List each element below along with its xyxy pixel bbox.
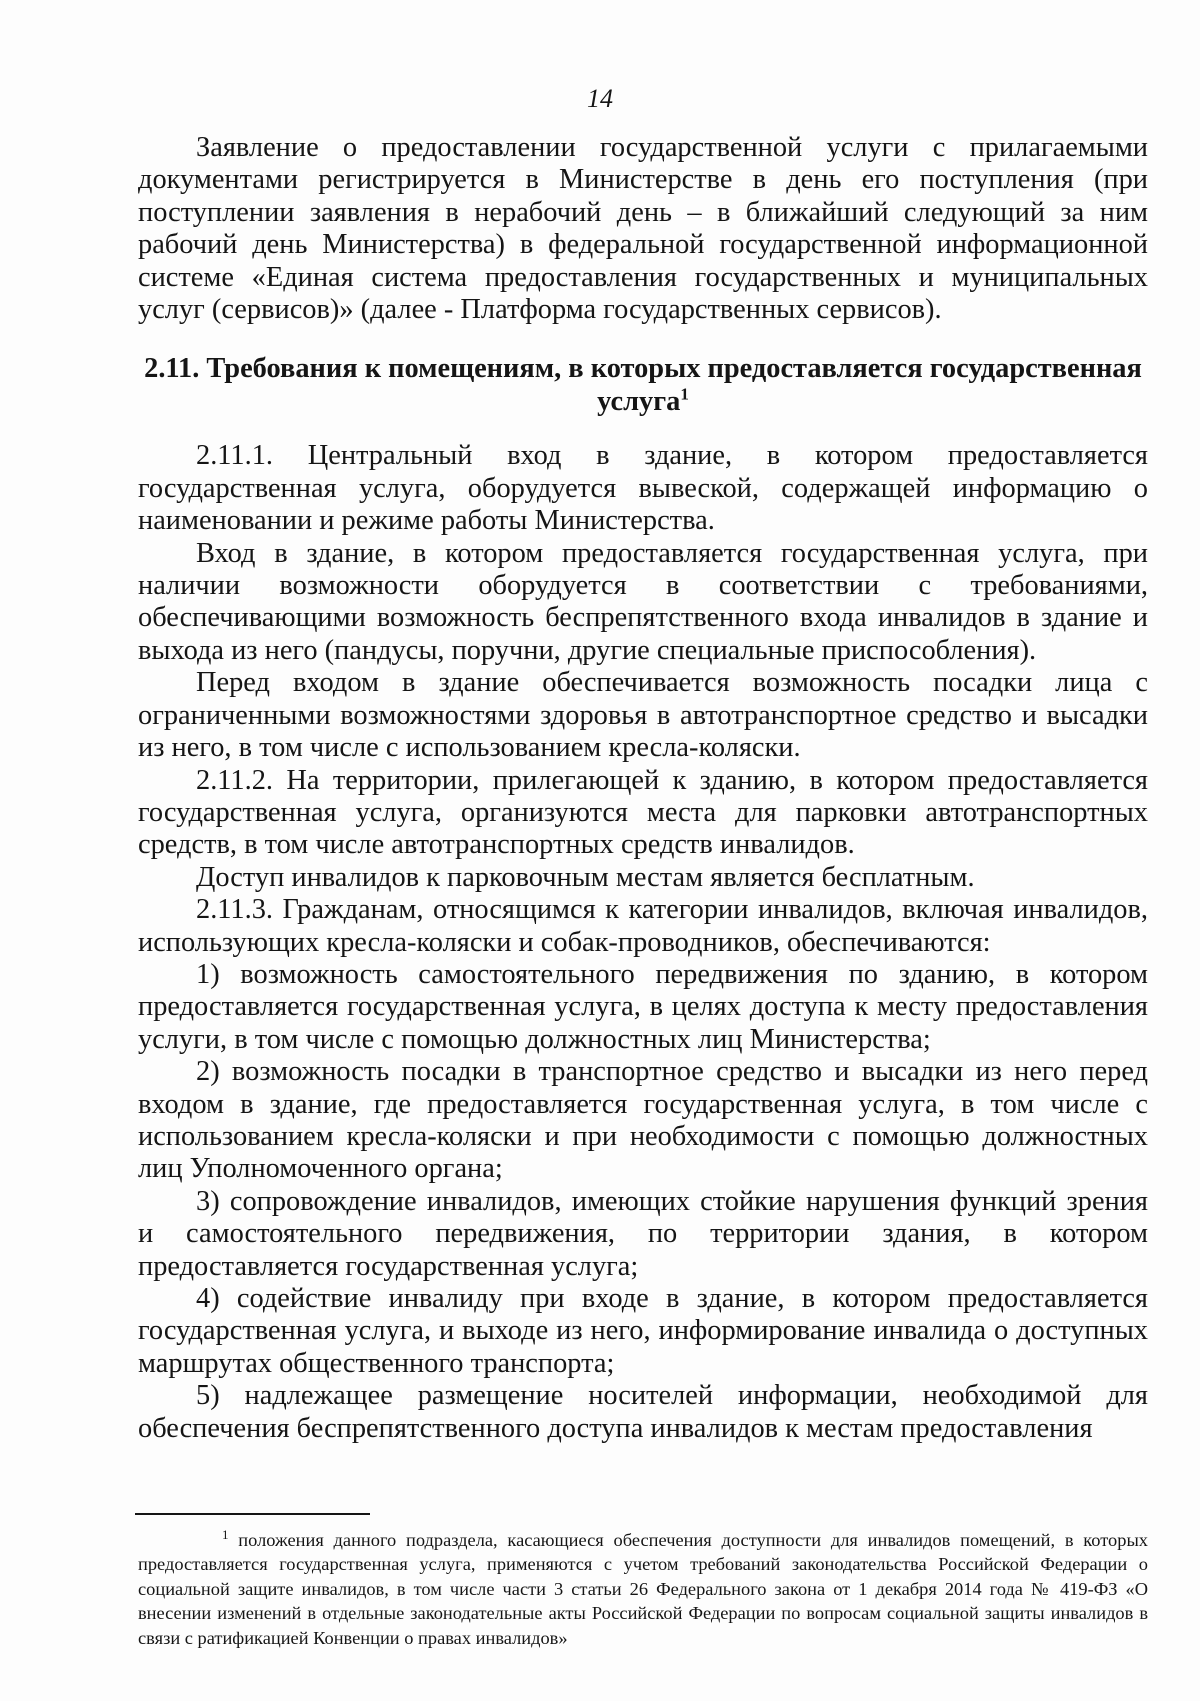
section-heading bbox=[138, 352, 1148, 418]
intro-paragraph: Заявление о предоставлении государственной услуги с прилагаемыми документами регистрируется в Министерстве в день его поступления (при поступлении заявления в нерабочий день – в ближайший следующий за ним рабочий день Министерства) в федеральной государственной информационной системе «Единая система предоставления государственных и муниципальных услуг (сервисов)» (далее - Платформа государственных сервисов). bbox=[138, 132, 1148, 326]
paragraph-2-11-2: 2.11.2. На территории, прилегающей к зданию, в котором предоставляется государственная услуга, организуются места для парковки автотранспортных средств, в том числе автотранспортных средств инвалидов. bbox=[138, 764, 1148, 861]
paragraph-2-11-3: 2.11.3. Гражданам, относящимся к категории инвалидов, включая инвалидов, использующих кресла-коляски и собак-проводников, обеспечиваются: bbox=[138, 894, 1148, 958]
paragraph-2-11-1: 2.11.1. Центральный вход в здание, в котором предоставляется государственная услуга, оборудуется вывеской, содержащей информацию о наименовании и режиме работы Министерства. bbox=[138, 440, 1148, 537]
paragraph-parking-free: Доступ инвалидов к парковочным местам является бесплатным. bbox=[196, 861, 975, 893]
list-item-3: 3) сопровождение инвалидов, имеющих стойкие нарушения функций зрения и самостоятельного передвижения, по территории здания, в котором предоставляется государственная услуга; bbox=[138, 1185, 1148, 1282]
section-heading-text: 2.11. Требования к помещениям, в которых предоставляется государственная услуга bbox=[144, 353, 1142, 418]
footnote-mark: 1 bbox=[222, 1526, 229, 1542]
footnote-text: положения данного подраздела, касающиеся обеспечения доступности для инвалидов помещений, в которых предоставляется государственная услуга, применяются с учетом требований законодательства Российской Федерации о социальной защите инвалидов, в том числе части 3 статьи 26 Федерального закона от 1 декабря 2014 года № 419-ФЗ «О внесении изменений в отдельные законодательные акты Российской Федерации по вопросам социальной защиты инвалидов в связи с ратификацией Конвенции о правах инвалидов» bbox=[138, 1530, 1148, 1648]
page-number: 14 bbox=[587, 84, 613, 113]
list-item-4: 4) содействие инвалиду при входе в здание, в котором предоставляется государственная услуга, и выходе из него, информирование инвалида о доступных маршрутах общественного транспорта; bbox=[138, 1283, 1148, 1379]
paragraph-boarding: Перед входом в здание обеспечивается возможность посадки лица с ограниченными возможностями здоровья в автотранспортное средство и высадки из него, в том числе с использованием кресла-коляски. bbox=[138, 667, 1148, 764]
list-item-2: 2) возможность посадки в транспортное средство и высадки из него перед входом в здание, где предоставляется государственная услуга, в том числе с использованием кресла-коляски и при необходимости с помощью должностных лиц Уполномоченного органа; bbox=[138, 1056, 1148, 1185]
list-item-1: 1) возможность самостоятельного передвижения по зданию, в котором предоставляется государственная услуга, в целях доступа к месту предоставления услуги, в том числе с помощью должностных лиц Министерства; bbox=[138, 958, 1148, 1055]
footnote-reference: 1 bbox=[680, 384, 689, 404]
paragraph-entrance-equipment: Вход в здание, в котором предоставляется государственная услуга, при наличии возможности оборудуется в соответствии с требованиями, обеспечивающими возможность беспрепятственного входа инвалидов в здание и выхода из него (пандусы, поручни, другие специальные приспособления). bbox=[138, 537, 1148, 666]
document-body bbox=[138, 132, 1148, 1445]
footnote-divider bbox=[135, 1513, 370, 1515]
list-item-5: 5) надлежащее размещение носителей информации, необходимой для обеспечения беспрепятственного доступа инвалидов к местам предоставления bbox=[138, 1380, 1148, 1444]
footnote bbox=[138, 1528, 1148, 1650]
